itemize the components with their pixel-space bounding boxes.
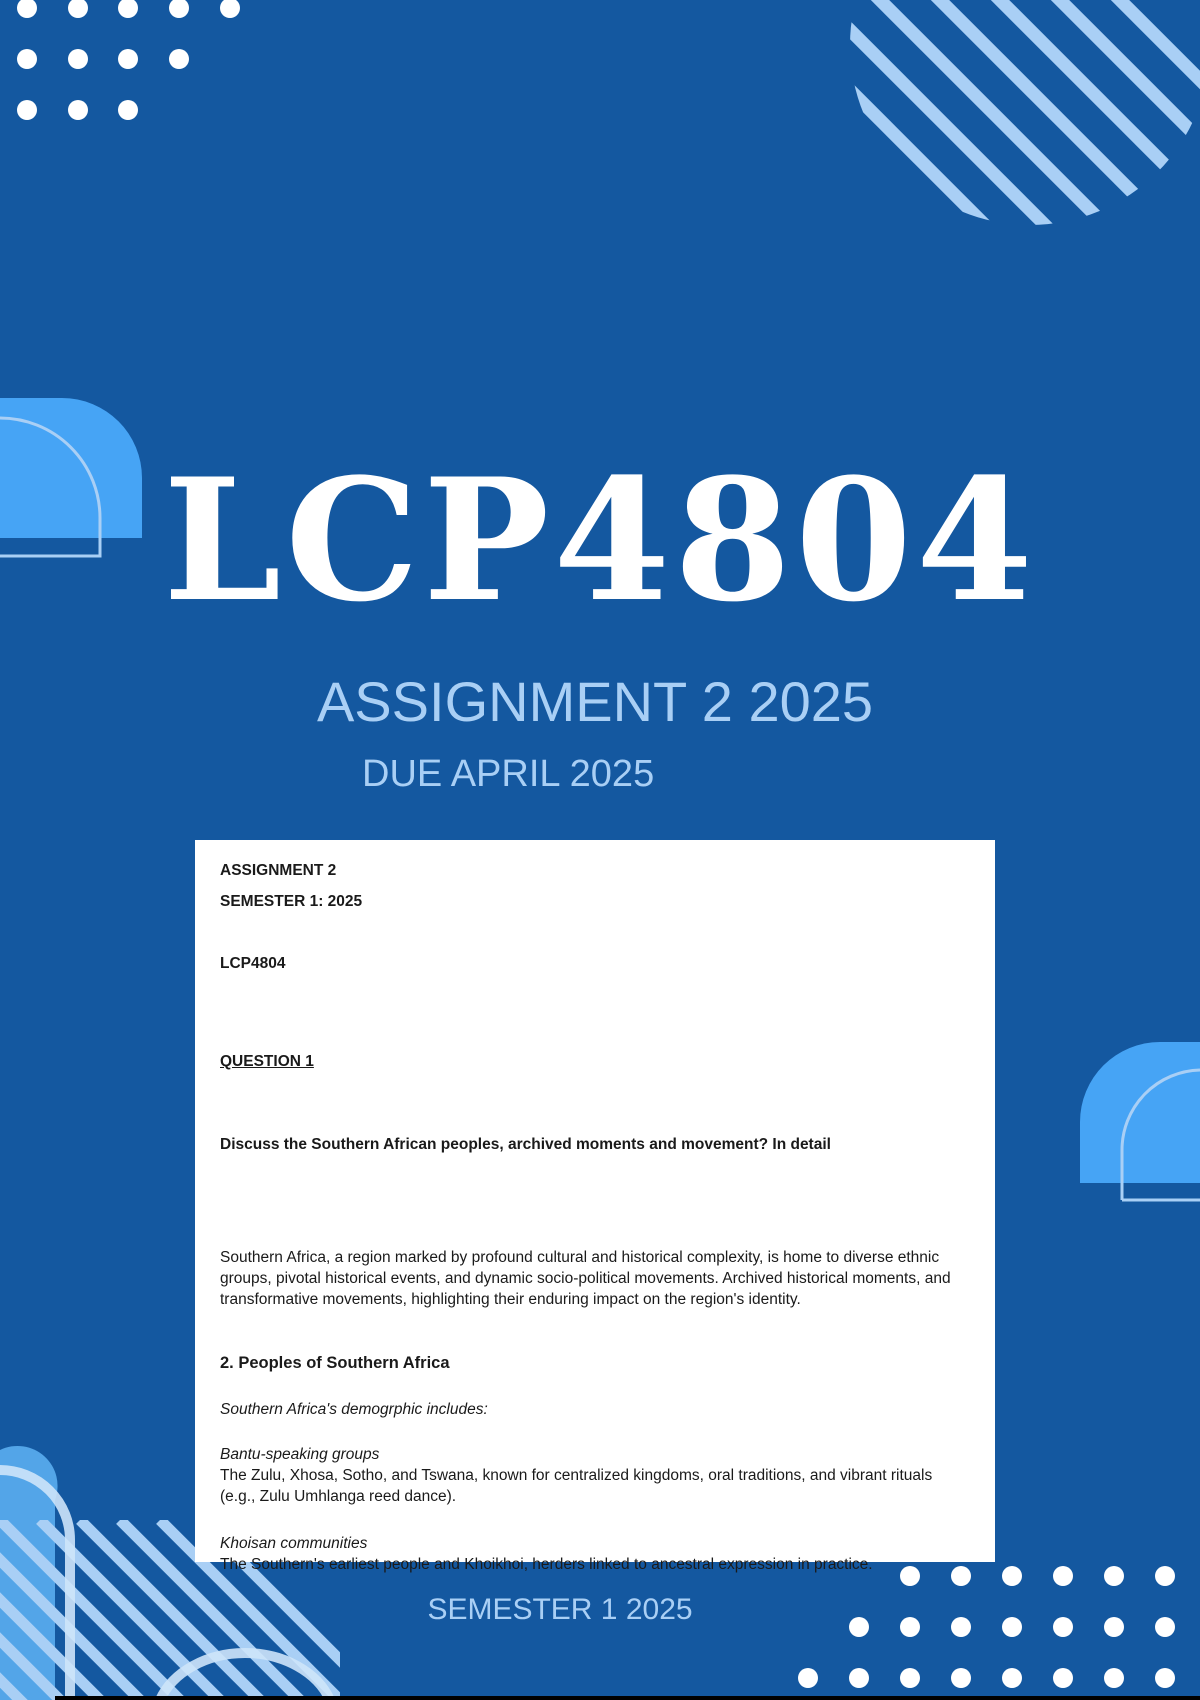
assignment-heading: ASSIGNMENT 2 2025	[316, 670, 874, 733]
doc-group2-text: The Southern's earliest people and Khoikhoi, herders linked to ancestral expression in practice.	[220, 1556, 873, 1573]
dot-grid-top-left	[17, 0, 240, 120]
doc-question-text: Discuss the Southern African peoples, archived moments and movement? In detail	[220, 1136, 831, 1153]
doc-group1-text: The Zulu, Xhosa, Sotho, and Tswana, known for centralized kingdoms, oral traditions, and vibrant rituals (e.g., Zulu Umhlanga reed dance).	[220, 1467, 933, 1505]
doc-group1-title: Bantu-speaking groups	[220, 1446, 380, 1463]
doc-question-heading: QUESTION 1	[220, 1053, 314, 1070]
course-code-title: LCP4804	[163, 441, 1037, 639]
semester-footer: SEMESTER 1 2025	[427, 1593, 693, 1626]
doc-section-heading: 2. Peoples of Southern Africa	[220, 1354, 450, 1372]
due-date: DUE APRIL 2025	[362, 753, 655, 795]
doc-semester-label: SEMESTER 1: 2025	[220, 893, 363, 910]
bottom-border-line	[55, 1696, 1200, 1700]
quarter-shape-right	[1080, 1042, 1200, 1200]
document-preview	[195, 840, 995, 1573]
doc-intro-paragraph: Southern Africa, a region marked by profound cultural and historical complexity, is home to diverse ethnic groups, pivotal historical events, and dynamic socio-political movements. Archived historical moments, and transformative movements, highlighting their enduring impact on the region's identity.	[220, 1249, 951, 1308]
doc-module-code: LCP4804	[220, 955, 286, 972]
doc-group2-title: Khoisan communities	[220, 1535, 368, 1552]
doc-assignment-label: ASSIGNMENT 2	[220, 862, 337, 879]
doc-demographic-intro: Southern Africa's demogrphic includes:	[220, 1401, 488, 1418]
